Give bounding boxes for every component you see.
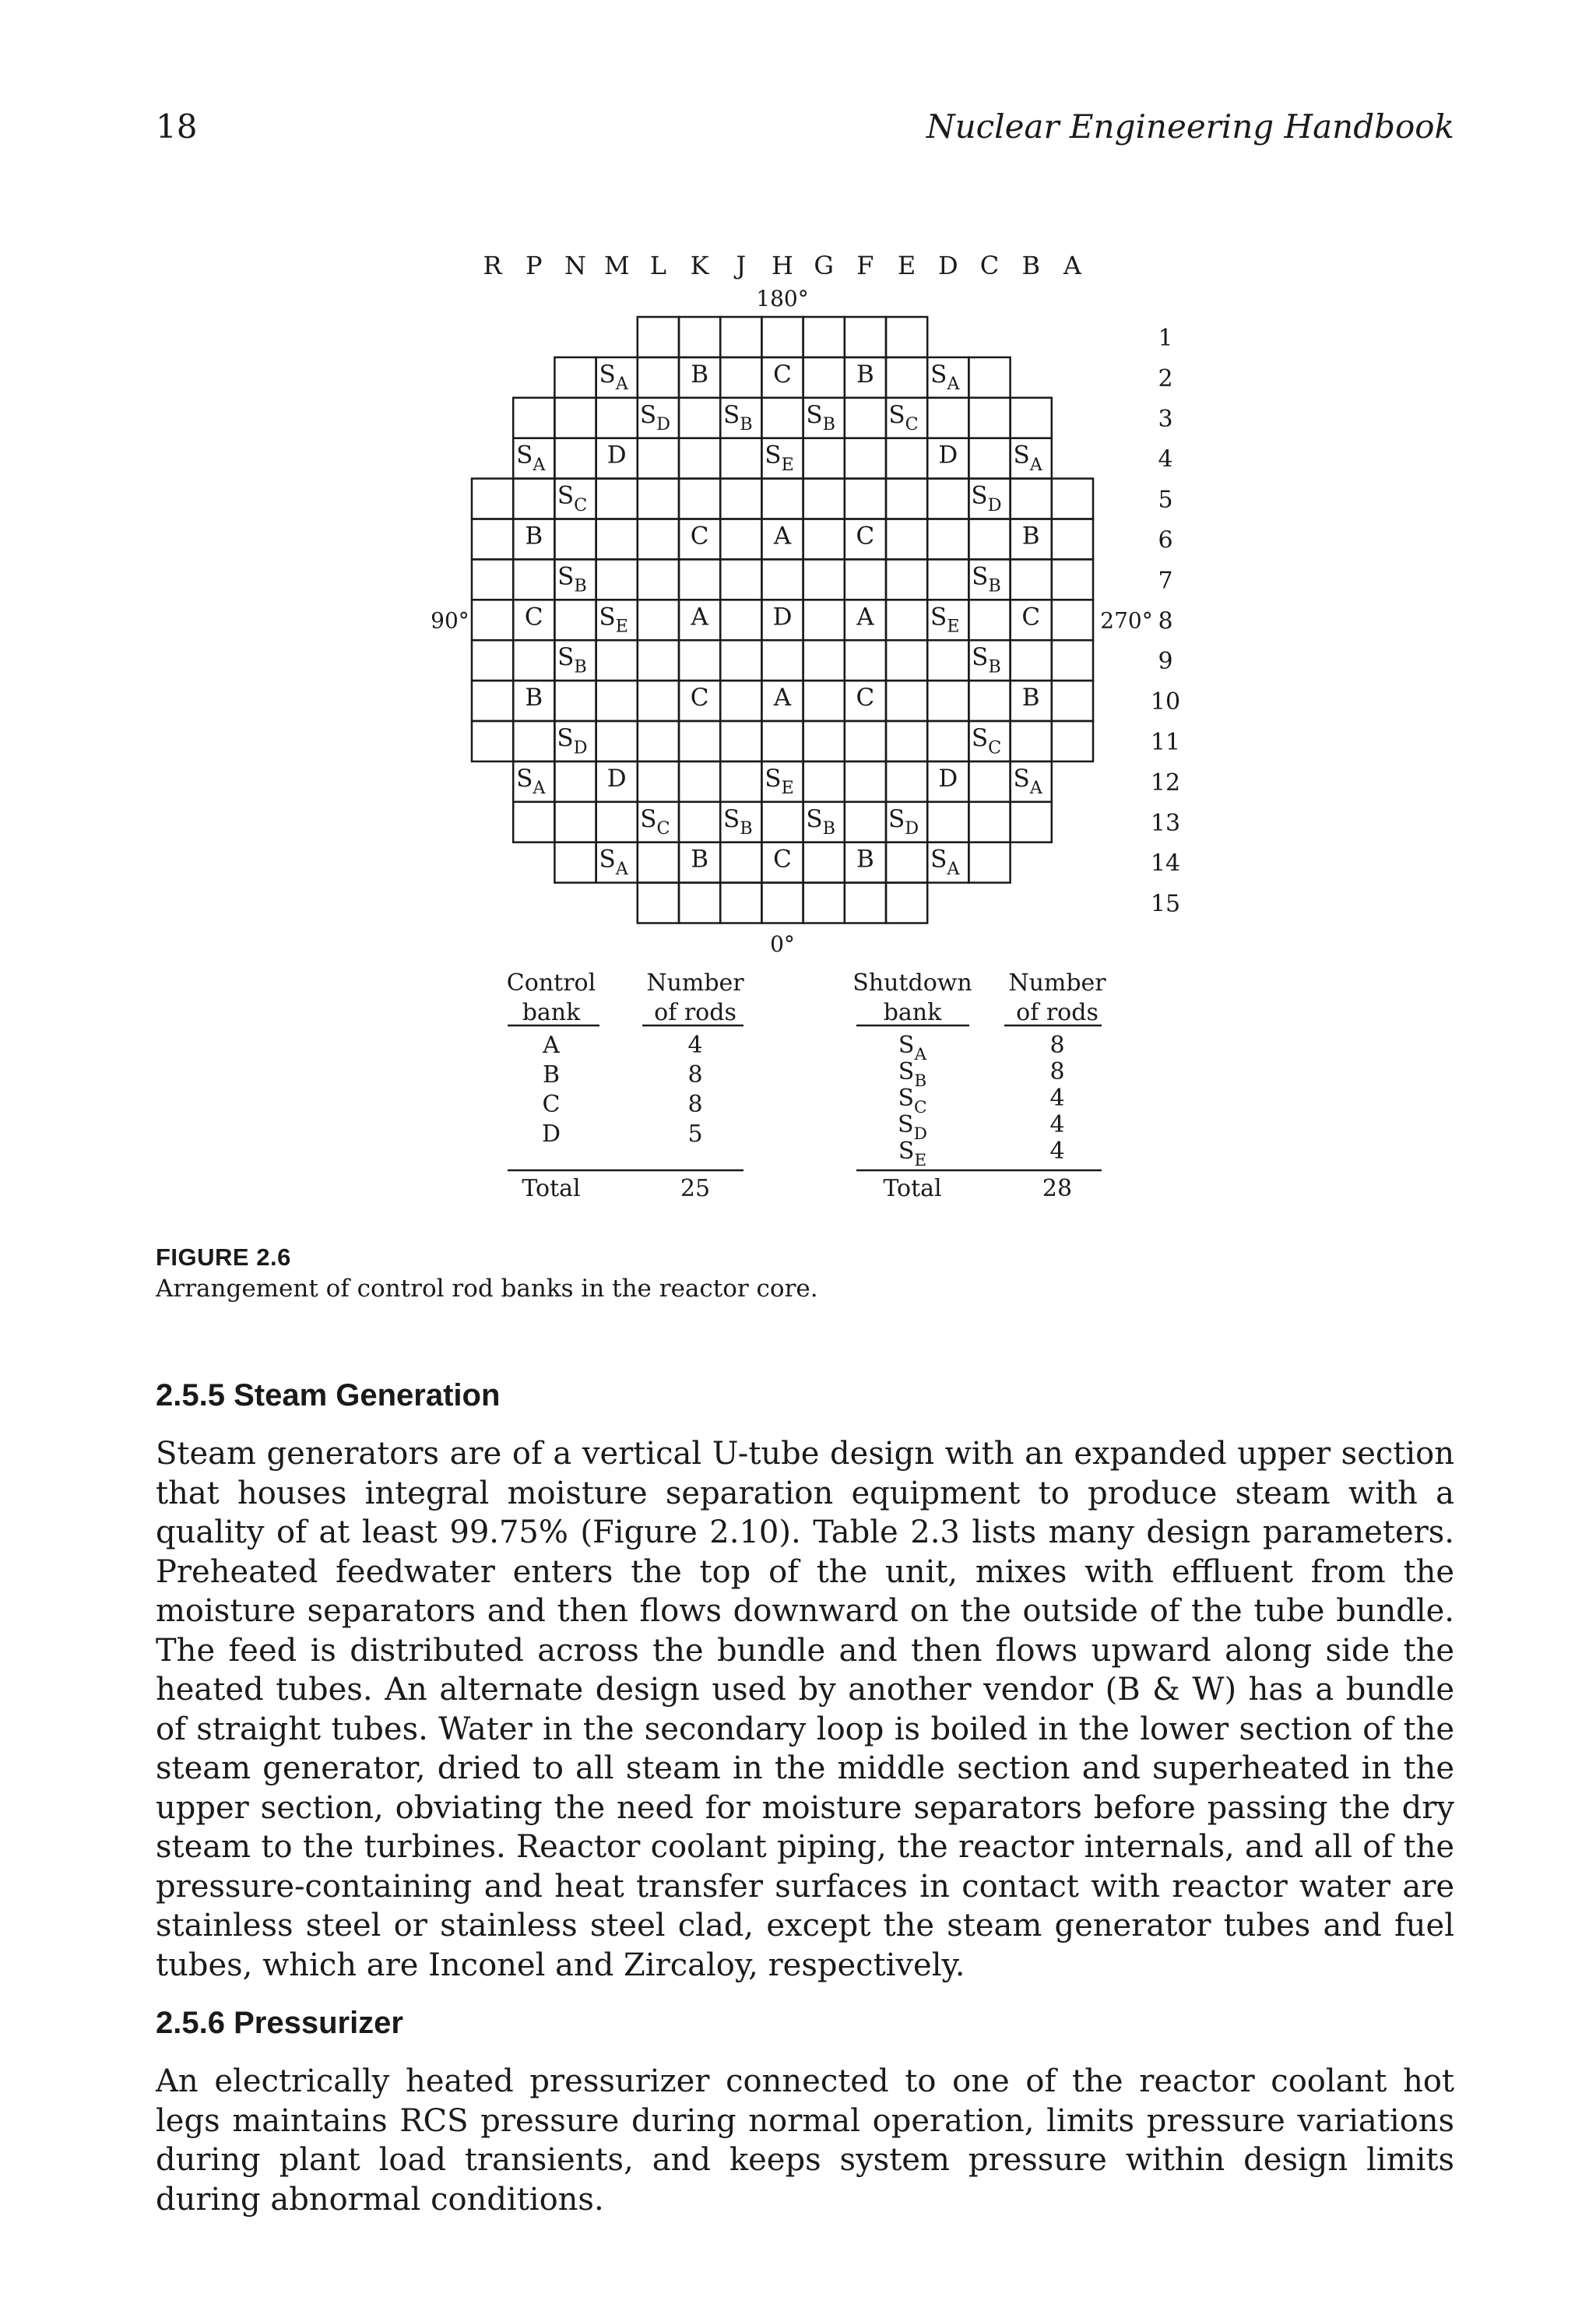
core-grid-cell [720, 479, 761, 519]
control-table-header-col1-line1: Control [506, 969, 596, 997]
column-label: L [649, 251, 667, 280]
rod-bank-cell-label: $S_B$ [557, 562, 587, 596]
core-grid-cell [638, 640, 679, 681]
core-grid-cell [513, 640, 554, 681]
rod-bank-cell-label: $S_E$ [765, 764, 794, 799]
core-grid-cell [638, 357, 679, 398]
rod-bank-cell-label: C [773, 845, 792, 874]
core-grid-cell [472, 600, 513, 640]
shutdown-table-row-bank: $S_C$ [898, 1085, 927, 1117]
core-grid-cell [1052, 479, 1093, 519]
core-grid-cell [1052, 559, 1093, 600]
core-grid-cell [968, 519, 1010, 560]
core-grid-cell [803, 883, 845, 923]
rod-bank-cell-label: $S_A$ [1013, 764, 1042, 799]
core-grid-cell [638, 842, 679, 883]
column-label: G [814, 251, 834, 280]
core-grid-cell [720, 762, 761, 802]
core-grid-cell [1011, 721, 1052, 762]
shutdown-table-row-rods: 4 [1049, 1138, 1065, 1165]
row-label: 5 [1158, 486, 1173, 514]
rod-bank-cell-label: C [773, 360, 792, 389]
core-grid-cell [927, 519, 968, 560]
rod-bank-cell-label: $S_E$ [765, 441, 794, 475]
column-label: B [1021, 251, 1040, 280]
row-label: 12 [1150, 769, 1181, 797]
rod-bank-cell-label: $S_C$ [971, 723, 1002, 758]
rod-bank-cell-label: $S_E$ [599, 603, 628, 637]
core-grid-cell [679, 559, 720, 600]
rod-bank-cell-label: C [856, 522, 875, 551]
core-grid-cell [638, 883, 679, 923]
control-table-row-bank: D [541, 1120, 561, 1148]
shutdown-table-header-col1-line1: Shutdown [852, 969, 972, 997]
row-label: 11 [1150, 728, 1181, 756]
column-label: J [736, 251, 747, 280]
control-table-row-rods: 4 [687, 1032, 703, 1059]
core-grid-cell [554, 600, 596, 640]
core-grid-cell [845, 559, 886, 600]
core-grid-cell [927, 559, 968, 600]
rod-bank-cell-label: D [772, 603, 793, 631]
core-grid-cell [927, 640, 968, 681]
core-grid-cell [886, 438, 927, 479]
core-grid-cell [596, 640, 638, 681]
rod-bank-cell-label: $S_A$ [599, 360, 628, 395]
column-label: D [937, 251, 958, 280]
core-grid-cell [803, 357, 845, 398]
core-grid-cell [596, 559, 638, 600]
core-grid-cell [1052, 681, 1093, 721]
core-grid-cell [927, 721, 968, 762]
core-grid-cell [720, 883, 761, 923]
core-grid-cell [968, 802, 1010, 842]
core-grid-cell [886, 681, 927, 721]
core-grid-cell [679, 317, 720, 357]
shutdown-table-header-col1-line2: bank [883, 999, 942, 1026]
shutdown-table-row-rods: 8 [1049, 1032, 1065, 1059]
core-grid-cell [1052, 600, 1093, 640]
rod-bank-cell-label: $S_D$ [639, 400, 670, 435]
column-label: R [483, 251, 502, 280]
rod-bank-cell-label: $S_B$ [722, 400, 753, 435]
rod-bank-cell-label: D [938, 441, 958, 470]
shutdown-table-row-bank: $S_D$ [898, 1111, 927, 1144]
shutdown-table-total-value: 28 [1042, 1175, 1073, 1202]
core-grid-cell [513, 398, 554, 438]
rod-bank-cell-label: $S_B$ [806, 400, 836, 435]
shutdown-table-row-rods: 4 [1049, 1111, 1065, 1138]
core-grid-cell [803, 600, 845, 640]
core-grid-cell [513, 802, 554, 842]
rod-bank-cell-label: $S_C$ [888, 400, 919, 435]
row-label: 8 [1158, 607, 1173, 635]
core-grid-cell [472, 559, 513, 600]
core-grid-cell [1011, 640, 1052, 681]
rod-bank-cell-label: $S_A$ [516, 764, 546, 799]
rod-bank-cell-label: D [938, 764, 958, 793]
core-grid-cell [720, 842, 761, 883]
core-grid-cell [472, 479, 513, 519]
rod-bank-cell-label: $S_C$ [557, 481, 588, 515]
core-grid-cell [761, 317, 803, 357]
core-grid-cell [803, 479, 845, 519]
rod-bank-cell-label: $S_A$ [930, 360, 960, 395]
core-grid-cell [845, 883, 886, 923]
core-grid-cell [968, 398, 1010, 438]
control-table-row-rods: 8 [687, 1061, 703, 1089]
column-label: M [603, 251, 630, 280]
core-grid-cell [761, 398, 803, 438]
core-grid-cell [886, 357, 927, 398]
core-grid-cell [554, 802, 596, 842]
rod-bank-cell-label: $S_D$ [888, 804, 919, 839]
rod-bank-cell-label: B [1021, 684, 1040, 712]
column-label: F [856, 251, 874, 280]
shutdown-table-header-col2-line1: Number [1008, 969, 1106, 997]
row-label: 2 [1158, 364, 1173, 392]
rod-bank-cell-label: $S_E$ [930, 603, 960, 637]
core-grid-cell [679, 883, 720, 923]
core-grid-cell [761, 479, 803, 519]
shutdown-table-row-bank: $S_E$ [898, 1138, 927, 1170]
rod-bank-cell-label: $S_B$ [806, 804, 836, 839]
rod-bank-cell-label: B [856, 360, 874, 389]
core-grid-cell [968, 357, 1010, 398]
core-grid-cell [554, 519, 596, 560]
rod-bank-cell-label: C [524, 603, 543, 631]
control-table-header-col2-line2: of rods [654, 999, 736, 1026]
core-grid-cell [886, 559, 927, 600]
core-grid-cell [761, 721, 803, 762]
core-grid-cell [596, 398, 638, 438]
row-label: 10 [1150, 688, 1181, 716]
core-grid-cell [803, 721, 845, 762]
page-number: 18 [156, 107, 198, 146]
core-grid-cell [472, 721, 513, 762]
core-grid-cell [596, 802, 638, 842]
angle-top-label: 180° [756, 286, 809, 311]
rod-bank-cell-label: $S_A$ [599, 845, 628, 879]
rod-bank-cell-label: $S_A$ [930, 845, 960, 879]
rod-bank-cell-label: $S_C$ [640, 804, 670, 839]
core-grid-cell [596, 519, 638, 560]
row-label: 7 [1158, 567, 1173, 595]
core-grid-cell [845, 721, 886, 762]
column-label: K [690, 251, 709, 280]
column-label: H [772, 251, 793, 280]
rod-bank-cell-label: $S_B$ [557, 643, 587, 677]
core-grid-cell [596, 721, 638, 762]
shutdown-table-header-col2-line2: of rods [1016, 999, 1099, 1026]
core-grid-cell [968, 762, 1010, 802]
core-grid-cell [761, 883, 803, 923]
core-grid-cell [886, 842, 927, 883]
rod-bank-cell-label: B [525, 522, 543, 551]
core-grid-cell [472, 640, 513, 681]
shutdown-table-row-rods: 8 [1049, 1058, 1065, 1085]
column-label: P [526, 251, 543, 280]
core-grid-cell [638, 600, 679, 640]
row-label: 9 [1158, 648, 1173, 676]
row-label: 14 [1150, 850, 1181, 878]
rod-bank-cell-label: C [690, 522, 709, 551]
core-grid-cell [720, 681, 761, 721]
core-grid-cell [720, 640, 761, 681]
core-grid-cell [638, 519, 679, 560]
rod-bank-cell-label: A [856, 603, 874, 631]
core-grid-cell [638, 438, 679, 479]
section-heading-pressurizer: 2.5.6 Pressurizer [156, 2006, 403, 2040]
core-grid-cell [803, 842, 845, 883]
core-grid-cell [1052, 640, 1093, 681]
rod-bank-cell-label: $S_B$ [972, 562, 1001, 596]
control-table-row-bank: B [542, 1061, 561, 1089]
row-label: 6 [1158, 526, 1173, 554]
rod-bank-cell-label: C [690, 684, 709, 712]
core-grid-cell [720, 438, 761, 479]
core-grid-cell [803, 317, 845, 357]
core-grid-cell [968, 438, 1010, 479]
core-grid-cell [968, 681, 1010, 721]
core-grid-cell [803, 640, 845, 681]
core-grid-cell [845, 802, 886, 842]
core-grid-cell [1011, 559, 1052, 600]
core-grid-cell [845, 479, 886, 519]
core-grid-cell [720, 357, 761, 398]
control-table-row-bank: C [542, 1091, 561, 1118]
core-grid-cell [803, 762, 845, 802]
angle-bottom-label: 0° [770, 931, 795, 957]
core-grid-cell [1011, 479, 1052, 519]
column-label: N [564, 251, 586, 280]
core-grid-cell [886, 600, 927, 640]
core-grid-cell [513, 559, 554, 600]
row-label: 3 [1158, 405, 1173, 433]
core-grid-cell [679, 640, 720, 681]
core-grid-cell [554, 681, 596, 721]
rod-bank-cell-label: $S_D$ [557, 723, 588, 758]
control-table-header-col2-line1: Number [646, 969, 744, 997]
core-grid-cell [679, 802, 720, 842]
core-grid-cell [679, 721, 720, 762]
core-grid-cell [968, 600, 1010, 640]
rod-bank-cell-label: $S_A$ [516, 441, 546, 475]
core-grid-cell [886, 883, 927, 923]
control-table-header-col1-line2: bank [522, 999, 581, 1026]
core-grid-cell [845, 640, 886, 681]
core-grid-cell [720, 600, 761, 640]
core-grid-cell [1052, 519, 1093, 560]
rod-bank-cell-label: $S_D$ [971, 481, 1002, 515]
core-grid-cell [679, 438, 720, 479]
core-grid-cell [720, 317, 761, 357]
angle-left-label: 90° [431, 607, 469, 634]
core-grid-cell [679, 762, 720, 802]
core-grid-cell [886, 762, 927, 802]
column-label: C [979, 251, 1000, 280]
row-label: 4 [1158, 445, 1173, 473]
core-grid-cell [845, 317, 886, 357]
core-grid-cell [513, 479, 554, 519]
row-label: 15 [1150, 890, 1181, 918]
column-label: A [1063, 251, 1081, 280]
shutdown-table-row-bank: $S_B$ [898, 1058, 927, 1091]
figure-caption: Arrangement of control rod banks in the reactor core. [156, 1275, 818, 1303]
core-grid-cell [845, 762, 886, 802]
rod-bank-cell-label: B [691, 845, 708, 874]
core-grid-cell [720, 721, 761, 762]
control-table-total-label: Total [522, 1175, 581, 1202]
rod-bank-cell-label: $S_B$ [722, 804, 753, 839]
core-grid-cell [554, 842, 596, 883]
core-grid-cell [886, 519, 927, 560]
core-grid-cell [554, 762, 596, 802]
core-grid-cell [638, 681, 679, 721]
core-grid-cell [886, 721, 927, 762]
section-body-steam-generation: Steam generators are of a vertical U-tube design with an expanded upper section that houses integral moisture separation equipment to produce steam with a quality of at least 99.75% (Figure 2.10). Table 2.3 lists many design parameters. Preheated feedwater enters the top of the unit, mixes with effluent from the moisture separators and then flows downward on the outside of the tube bundle. The feed is distributed across the bundle and then flows upward along side the heated tubes. An alternate design used by another vendor (B & W) has a bundle of straight tubes. Water in the secondary loop is boiled in the lower section of the steam generator, dried to all steam in the middle section and superheated in the upper section, obviating the need for moisture separators before passing the dry steam to the turbines. Reactor coolant piping, the reactor internals, and all of the pressure-containing and heat transfer surfaces in contact with reactor water are stainless steel or stainless steel clad, except the steam generator tubes and fuel tubes, which are Inconel and Zircaloy, respectively. [156, 1436, 1454, 1983]
core-grid-cell [803, 681, 845, 721]
core-grid-cell [761, 802, 803, 842]
core-grid-cell [472, 519, 513, 560]
core-grid-cell [472, 681, 513, 721]
rod-bank-cell-label: A [773, 684, 792, 712]
core-grid-cell [596, 681, 638, 721]
core-grid-cell [638, 479, 679, 519]
core-grid-cell [679, 398, 720, 438]
control-table-row-bank: A [543, 1032, 560, 1059]
shutdown-table-row-rods: 4 [1049, 1085, 1065, 1112]
rod-bank-cell-label: B [856, 845, 874, 874]
row-label: 1 [1158, 324, 1173, 352]
core-grid-cell [927, 479, 968, 519]
core-grid-cell [886, 479, 927, 519]
core-grid-cell [596, 479, 638, 519]
rod-bank-cell-label: A [691, 603, 708, 631]
core-grid-cell [845, 398, 886, 438]
core-grid-cell [968, 842, 1010, 883]
core-grid-cell [638, 721, 679, 762]
rod-bank-cell-label: $S_B$ [972, 643, 1001, 677]
shutdown-table-total-label: Total [883, 1175, 942, 1202]
core-grid-cell [845, 438, 886, 479]
core-grid-cell [554, 398, 596, 438]
core-grid-cell [1052, 721, 1093, 762]
core-grid-cell [638, 317, 679, 357]
core-grid-cell [720, 519, 761, 560]
core-grid-cell [679, 479, 720, 519]
control-table-row-rods: 5 [687, 1120, 703, 1148]
core-grid-cell [803, 519, 845, 560]
core-grid-cell [554, 357, 596, 398]
rod-bank-cell-label: B [691, 360, 708, 389]
core-grid-cell [761, 640, 803, 681]
rod-bank-cell-label: D [606, 764, 627, 793]
core-grid-cell [803, 559, 845, 600]
core-grid-cell [513, 721, 554, 762]
core-grid-cell [638, 762, 679, 802]
angle-right-label: 270° [1100, 607, 1153, 634]
core-grid-cell [927, 398, 968, 438]
core-grid-cell [638, 559, 679, 600]
control-table-total-value: 25 [680, 1175, 711, 1202]
rod-bank-cell-label: $S_A$ [1013, 441, 1042, 475]
row-label: 13 [1150, 809, 1181, 837]
core-grid-cell [1011, 802, 1052, 842]
core-grid-cell [761, 559, 803, 600]
section-body-pressurizer: An electrically heated pressurizer connected to one of the reactor coolant hot legs maintains RCS pressure during normal operation, limits pressure variations during plant load transients, and keeps system pressure within design limits during abnormal conditions. [156, 2063, 1454, 2218]
shutdown-table-row-bank: $S_A$ [898, 1032, 927, 1064]
control-table-row-rods: 8 [687, 1091, 703, 1118]
core-grid-cell [1011, 398, 1052, 438]
section-heading-steam-generation: 2.5.5 Steam Generation [156, 1378, 501, 1412]
core-grid-cell [554, 438, 596, 479]
rod-bank-cell-label: C [856, 684, 875, 712]
column-label: E [897, 251, 916, 280]
core-grid-cell [886, 640, 927, 681]
core-grid-cell [886, 317, 927, 357]
rod-bank-cell-label: C [1021, 603, 1041, 631]
rod-bank-cell-label: B [525, 684, 543, 712]
rod-bank-cell-label: D [606, 441, 627, 470]
core-grid-cell [803, 438, 845, 479]
running-head: Nuclear Engineering Handbook [926, 107, 1454, 146]
core-grid-cell [927, 802, 968, 842]
core-grid-cell [927, 681, 968, 721]
core-grid-cell [720, 559, 761, 600]
figure-label: FIGURE 2.6 [156, 1243, 291, 1271]
rod-bank-cell-label: B [1021, 522, 1040, 551]
rod-bank-cell-label: A [773, 522, 792, 551]
